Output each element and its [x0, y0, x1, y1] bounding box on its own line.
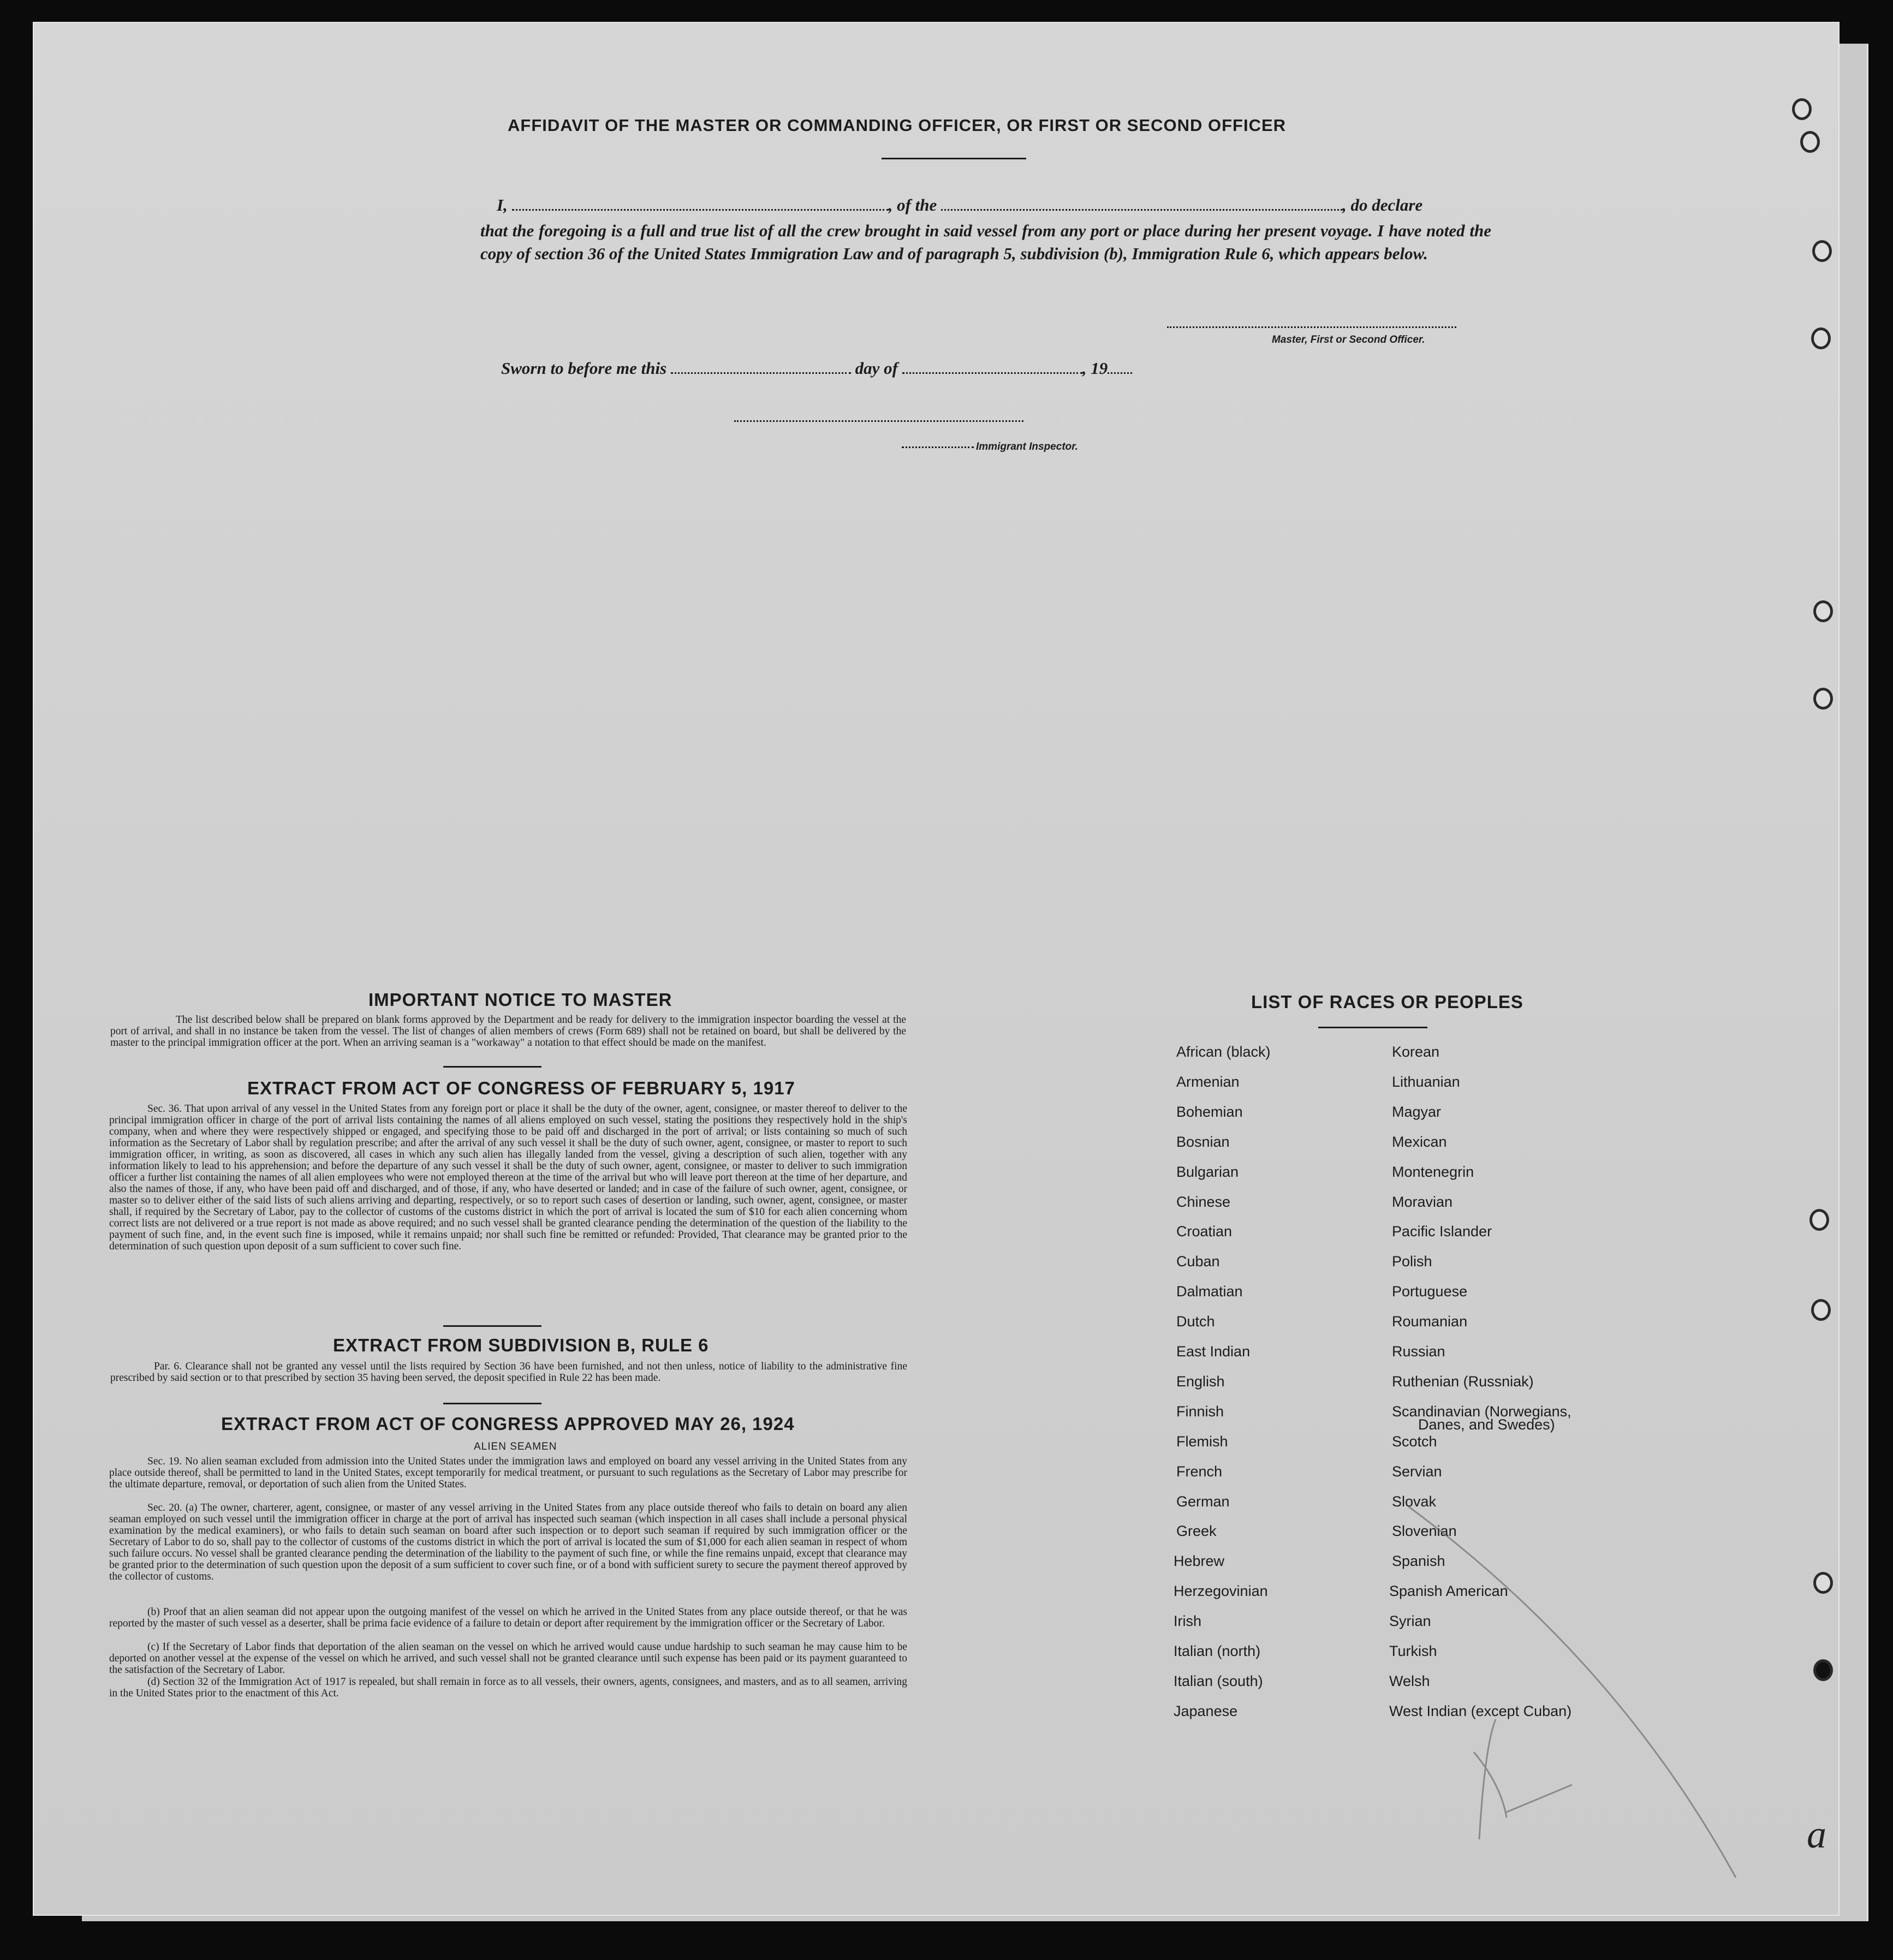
race-item: Magyar — [1392, 1103, 1442, 1120]
race-item: Syrian — [1389, 1613, 1431, 1630]
extract-rule6-text: Par. 6. Clearance shall not be granted any vessel until the lists required by Section 36 have been furnished, and not then unless, notice of liability to the administrative fine prescribed by said section or to that prescribed by section 35 having been served, the deposit specified in Rule 22 has been made. — [110, 1361, 907, 1384]
race-item: Pacific Islander — [1392, 1223, 1492, 1240]
race-item: Cuban — [1176, 1253, 1220, 1270]
sworn-label: Sworn to before me this — [501, 359, 667, 378]
sworn-year-label: , 19 — [1082, 359, 1108, 378]
race-item: Welsh — [1389, 1672, 1430, 1689]
sworn-day-blank[interactable] — [671, 372, 851, 374]
extract-1917-rule — [443, 1325, 541, 1327]
race-item: African (black) — [1176, 1044, 1271, 1060]
race-item: Portuguese — [1392, 1283, 1468, 1300]
sworn-day-of-label: day of — [855, 359, 898, 378]
race-item: Italian (north) — [1174, 1643, 1261, 1659]
binder-hole — [1800, 131, 1820, 153]
race-item: Polish — [1392, 1253, 1432, 1270]
race-item: West Indian (except Cuban) — [1389, 1702, 1572, 1719]
race-item: Hebrew — [1174, 1553, 1225, 1570]
race-item: Scandinavian (Norwegians, — [1392, 1403, 1571, 1420]
extract-1917-title: EXTRACT FROM ACT OF CONGRESS OF FEBRUARY 5, 1917 — [247, 1078, 795, 1098]
binder-hole — [1813, 600, 1833, 622]
race-item: East Indian — [1176, 1343, 1251, 1360]
inspector-prefix-blank[interactable] — [902, 446, 974, 448]
extract-1924-sec20c: (c) If the Secretary of Labor finds that deportation of the alien seaman on the vessel on which he arrived would cause undue hardship to such seaman he may cause him to be deported on another vessel at the expense of the vessel on which he arrived, and such vessel shall not be granted clearance until such expense has been paid or its payment guaranteed to the satisfaction of the Secretary of Labor. — [109, 1641, 907, 1676]
binder-hole — [1813, 688, 1833, 710]
extract-1924-sec19: Sec. 19. No alien seaman excluded from admission into the United States under the immigration laws and employed on board any vessel arriving in the United States from any place outside thereof, shall be permitted to land in the United States, except temporarily for medical treatment, or pursuant to such regulations as the Secretary of Labor may prescribe for the ultimate departure, removal, or deportation of such alien from the United States. — [109, 1456, 907, 1490]
races-title: LIST OF RACES OR PEOPLES — [1251, 992, 1523, 1012]
race-item: Irish — [1174, 1613, 1202, 1630]
sworn-year-blank[interactable] — [1108, 372, 1132, 374]
race-item: Korean — [1392, 1044, 1440, 1060]
extract-rule6-rule — [443, 1403, 541, 1404]
notice-text: The list described below shall be prepared on blank forms approved by the Department and be ready for delivery to the immigration inspector boarding the vessel at the port of arrival, and shall in no instance be taken from the vessel. The list of changes of alien members of crews (Form 689) shall not be retained on board, but shall be delivered by the master to the principal immigration officer at the port. When an arriving seaman is a "workaway" a notation to that effect should be made on the manifest. — [110, 1014, 906, 1048]
race-item: Servian — [1392, 1463, 1442, 1480]
binder-hole — [1813, 1659, 1833, 1681]
race-item: English — [1176, 1373, 1225, 1390]
race-item: Scotch — [1392, 1433, 1437, 1450]
race-item: Bosnian — [1176, 1133, 1230, 1150]
race-item: Montenegrin — [1392, 1163, 1474, 1180]
name-blank[interactable] — [512, 209, 889, 211]
master-signature-blank[interactable] — [1167, 326, 1456, 328]
sworn-month-blank[interactable] — [902, 372, 1082, 374]
race-item: Ruthenian (Russniak) — [1392, 1373, 1534, 1390]
race-item: Spanish — [1392, 1553, 1445, 1570]
races-title-rule — [1318, 1027, 1427, 1028]
extract-1917-text: Sec. 36. That upon arrival of any vessel in the United States from any foreign port or place it shall be the duty of the owner, agent, consignee, or master thereof to deliver to the principal immigration officer in charge of the port of arrival lists containing the names of all aliens employed on such vessel, stating the positions they respectively hold in the ship's company, when and where they were respectively shipped or engaged, and specifying those to be paid off and discharged in the port of arrival; or lists containing so much of such information as the Secretary of Labor shall by regulation prescribe; and after the arrival of any such vessel it shall be the duty of such owner, agent, consignee, or master to report to such immigration officer, in writing, as soon as discovered, all cases in which any such alien has illegally landed from the vessel, giving a description of such alien, together with any information likely to lead to his apprehension; and before the departure of any such vessel it shall be the duty of such owner, agent, consignee, or master to deliver to such immigration officer a further list containing the names of all alien employees who were not employed thereon at the time of the arrival but who will leave port thereon at the time of her departure, and also the names of those, if any, who have been paid off and discharged, and of those, if any, who have deserted or landed; and in case of the failure of such owner, agent, consignee, or master so to deliver either of the said lists of such aliens arriving and departing, respectively, or so to report such cases of desertion or landing, such owner, agent, consignee, or master shall, if required by the Secretary of Labor, pay to the collector of customs of the customs district in which the port of arrival is located the sum of $10 for each alien concerning whom correct lists are not delivered or a true report is not made as above required; and no such vessel shall be granted clearance pending the determination of the question of the liability to the payment of such fine, and, in the event such fine is imposed, while it remains unpaid; nor shall such fine be remitted or refunded: Provided, That clearance may be granted prior to the determination of such question upon deposit of a sum sufficient to cover such fine. — [109, 1103, 907, 1252]
affidavit-i-label: I, — [497, 195, 508, 215]
margin-mark: a — [1807, 1813, 1826, 1856]
extract-rule6-title: EXTRACT FROM SUBDIVISION B, RULE 6 — [333, 1335, 709, 1355]
binder-hole — [1811, 327, 1831, 349]
affidavit-of-the-label: , of the — [888, 195, 937, 215]
race-item: Turkish — [1389, 1643, 1437, 1659]
extract-1924-sec20d: (d) Section 32 of the Immigration Act of 1917 is repealed, but shall remain in force as to all vessels, their owners, agents, consignees, and masters, and as to all seamen, arriving in the United States prior to the enactment of this Act. — [109, 1676, 907, 1699]
extract-1924-title: EXTRACT FROM ACT OF CONGRESS APPROVED MAY 26, 1924 — [221, 1414, 795, 1434]
extract-1924-subtitle: ALIEN SEAMEN — [474, 1441, 557, 1452]
notice-rule — [443, 1066, 541, 1068]
sworn-line — [501, 359, 1132, 378]
affidavit-title: AFFIDAVIT OF THE MASTER OR COMMANDING OFFICER, OR FIRST OR SECOND OFFICER — [508, 116, 1287, 135]
race-item: Bulgarian — [1176, 1163, 1239, 1180]
race-item: Chinese — [1176, 1193, 1231, 1210]
binder-hole — [1811, 1299, 1831, 1321]
race-item: German — [1176, 1493, 1230, 1510]
master-signature-caption: Master, First or Second Officer. — [1272, 334, 1425, 345]
race-item: Slovenian — [1392, 1523, 1457, 1540]
binder-hole — [1813, 1572, 1833, 1594]
race-item: French — [1176, 1463, 1223, 1480]
vessel-name-blank[interactable] — [941, 209, 1342, 211]
race-item: Mexican — [1392, 1133, 1447, 1150]
inspector-caption: Immigrant Inspector. — [976, 441, 1078, 452]
race-item: Bohemian — [1176, 1103, 1243, 1120]
race-item: Moravian — [1392, 1193, 1453, 1210]
race-item: Flemish — [1176, 1433, 1228, 1450]
race-item: Dalmatian — [1176, 1283, 1243, 1300]
binder-hole — [1792, 98, 1812, 120]
race-item: Greek — [1176, 1523, 1217, 1540]
inspector-signature-blank[interactable] — [734, 420, 1023, 422]
race-item: Roumanian — [1392, 1313, 1468, 1330]
extract-1924-sec20a: Sec. 20. (a) The owner, charterer, agent, consignee, or master of any vessel arriving in the United States from any place outside thereof who fails to detain on board any alien seaman employed on such vessel until the immigration officer in charge at the port of arrival has inspected such seaman (which inspection in all cases shall include a personal physical examination by the medical examiners), or who fails to detain such seaman on board after such inspection or to deport such seaman if required by such immigration officer or the Secretary of Labor to do so, shall pay to the collector of customs of the customs district in which the port of arrival is located the sum of $1,000 for each alien seaman in respect of whom such failure occurs. No vessel shall be granted clearance pending the determination of the liability to the payment of such fine, or while the fine remains unpaid, except that clearance may be granted prior to the determination of such question upon the deposit of a sum sufficient to cover such fine, or of a bond with sufficient surety to secure the payment thereof approved by the collector of customs. — [109, 1502, 907, 1582]
affidavit-line-1 — [497, 195, 1422, 215]
race-item: Russian — [1392, 1343, 1445, 1360]
race-item: Lithuanian — [1392, 1073, 1460, 1090]
extract-1924-sec20b: (b) Proof that an alien seaman did not appear upon the outgoing manifest of the vessel on which he arrived in the United States from any place outside thereof, or that he was reported by the master of such vessel as a deserter, shall be prima facie evidence of a failure to detain or deport after requirement by the immigration officer or the Secretary of Labor. — [109, 1606, 907, 1629]
race-item: Japanese — [1174, 1702, 1238, 1719]
race-item: Croatian — [1176, 1223, 1233, 1240]
race-item: Dutch — [1176, 1313, 1215, 1330]
race-item: Danes, and Swedes) — [1418, 1416, 1555, 1433]
binder-hole — [1809, 1209, 1829, 1231]
race-item: Finnish — [1176, 1403, 1224, 1420]
pencil-scribble — [33, 22, 1840, 1916]
race-item: Spanish American — [1389, 1583, 1508, 1600]
race-item: Italian (south) — [1174, 1672, 1263, 1689]
affidavit-declare-label: , do declare — [1342, 195, 1423, 215]
affidavit-body: that the foregoing is a full and true list of all the crew brought in said vessel from any port or place during her present voyage. I have noted the copy of section 36 of the United States Immigration Law and of paragraph 5, subdivision (b), Immigration Rule 6, which appears below. — [480, 221, 1491, 263]
form-page — [33, 22, 1840, 1916]
affidavit-title-rule — [882, 158, 1026, 159]
race-item: Armenian — [1176, 1073, 1240, 1090]
race-item: Slovak — [1392, 1493, 1437, 1510]
binder-hole — [1812, 240, 1832, 262]
notice-title: IMPORTANT NOTICE TO MASTER — [368, 990, 672, 1010]
race-item: Herzegovinian — [1174, 1583, 1268, 1600]
